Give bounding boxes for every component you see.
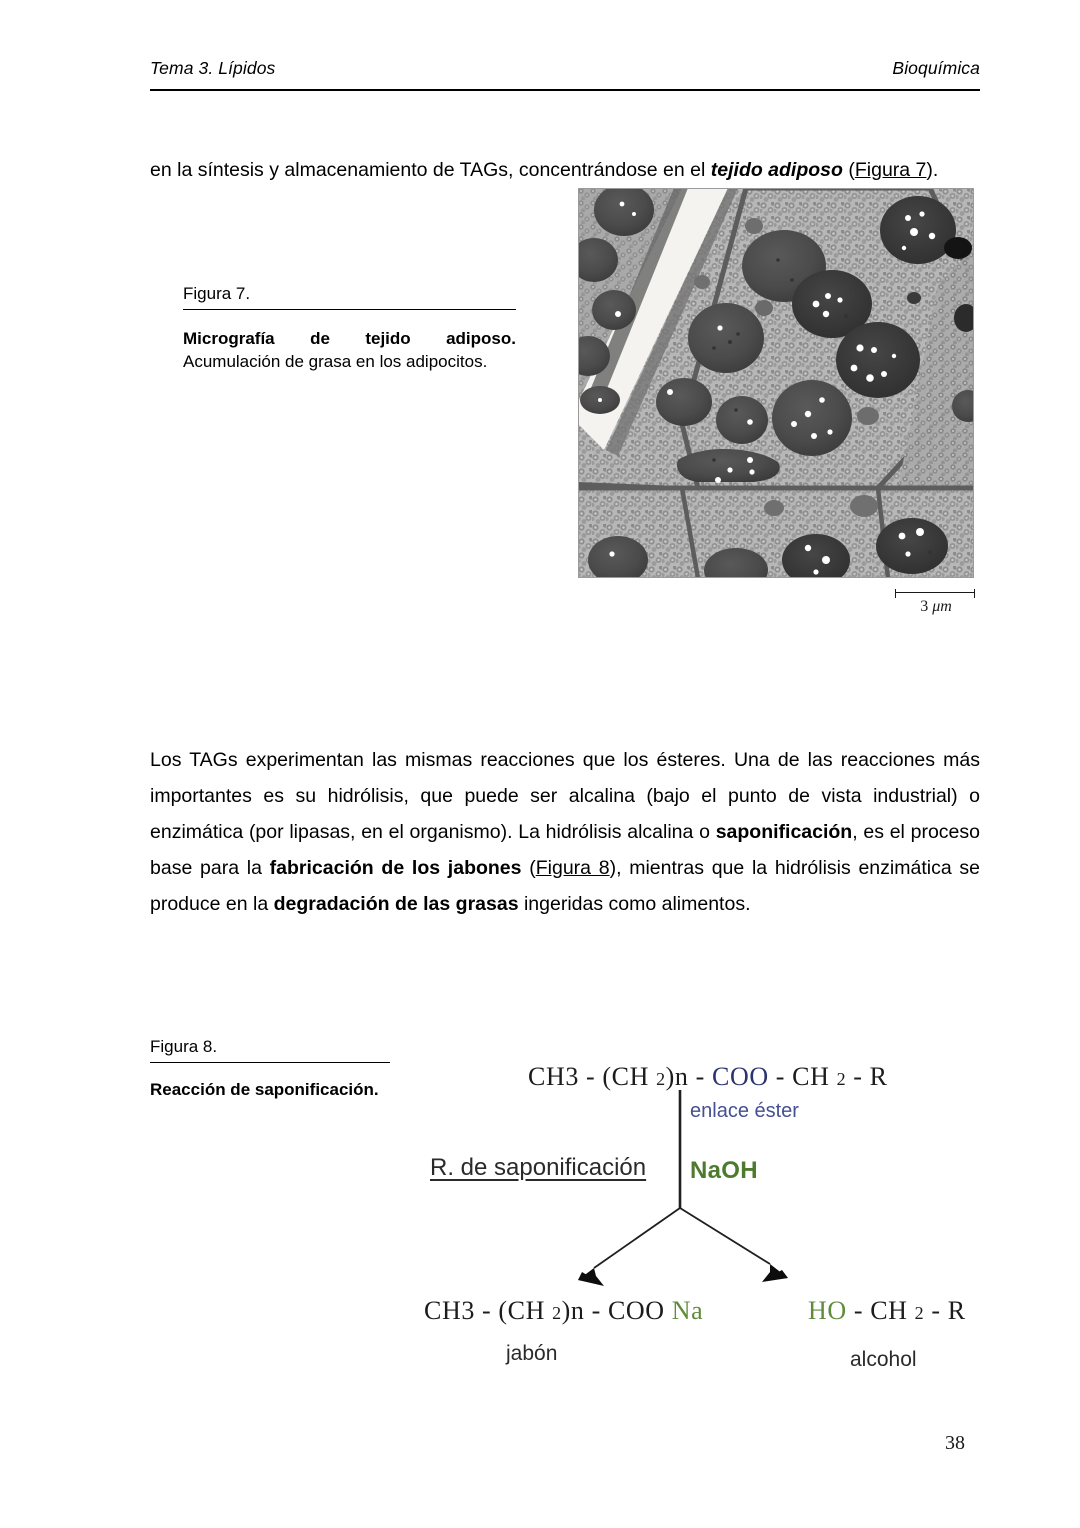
reactant-prefix: CH3 - (CH — [528, 1062, 657, 1091]
scale-bar-label — [895, 598, 977, 616]
reagent-naoh-label: NaOH — [690, 1157, 758, 1184]
figure7-subtitle: Acumulación de grasa en los adipocitos. — [183, 352, 488, 371]
arrow-left-shaft — [594, 1208, 680, 1268]
tags-text-2: , es el proceso base para la — [150, 820, 980, 879]
micrograph-scale-bar — [895, 589, 977, 623]
tags-emphasis-fabricacion-jabones: fabricación de los jabones — [269, 856, 522, 879]
paragraph-intro — [150, 152, 980, 188]
arrow-right-shaft — [680, 1208, 770, 1264]
figure7-title: Micrografía de tejido adiposo. — [183, 329, 516, 348]
micrograph-graphic — [578, 188, 974, 578]
scale-bar-line — [895, 592, 975, 593]
product-soap-label: jabón — [506, 1342, 558, 1365]
product-alcohol-formula — [808, 1296, 966, 1326]
scale-bar-unit: μm — [932, 598, 952, 615]
reactant-suffix-b: - R — [846, 1062, 888, 1091]
soap-subscript-1: 2 — [552, 1303, 562, 1323]
tags-emphasis-degradacion-grasas: degradación de las grasas — [273, 892, 519, 915]
running-head-right: Bioquímica — [892, 58, 980, 78]
intro-figure-reference[interactable]: Figura 7 — [854, 158, 927, 181]
alcohol-hydroxyl-group: HO — [808, 1296, 847, 1325]
paragraph-tags-reactions — [150, 742, 980, 922]
product-soap-formula — [424, 1296, 703, 1326]
intro-emphasis-tejido-adiposo: tejido adiposo — [710, 158, 843, 181]
tags-text-1: Los TAGs experimentan las mismas reacciones que los ésteres. Una de las reacciones más importantes es su hidrólisis, que puede ser alcalina (bajo el punto de vista industrial) o enzimática (por lipasas, en el organismo). La hidrólisis alcalina o — [150, 748, 980, 843]
figure8-title: Reacción de saponificación. — [150, 1080, 379, 1099]
reaction-name-label: R. de saponificación — [430, 1154, 647, 1181]
tags-figure-reference[interactable]: Figura 8 — [535, 856, 610, 879]
scale-bar-left-cap — [895, 589, 896, 598]
intro-text-3: ). — [926, 158, 939, 181]
alcohol-rest-a: - CH — [846, 1296, 915, 1325]
reactant-formula — [528, 1062, 888, 1092]
running-head-left: Tema 3. Lípidos — [150, 58, 276, 78]
tags-text-4: ), mientras que la hidrólisis enzimática se produce en la — [150, 856, 980, 915]
micrograph-adipose-tissue-image — [578, 188, 974, 578]
figure7-caption-divider — [183, 309, 516, 310]
reactant-subscript-2: 2 — [836, 1069, 847, 1089]
tags-emphasis-saponificacion: saponificación — [715, 820, 853, 843]
intro-text-1: en la síntesis y almacenamiento de TAGs, concentrándose en el — [150, 158, 711, 181]
saponification-diagram — [418, 1050, 998, 1385]
page-number: 38 — [945, 1432, 965, 1454]
alcohol-rest-b: - R — [924, 1296, 966, 1325]
ester-group-coo: COO — [712, 1062, 769, 1091]
figure8-caption — [150, 1036, 390, 1101]
scale-bar-value: 3 — [920, 598, 929, 615]
scale-bar-right-cap — [974, 589, 975, 598]
ester-bond-label: enlace éster — [690, 1100, 799, 1122]
header-divider — [150, 89, 980, 91]
figure8-caption-divider — [150, 1062, 390, 1063]
reactant-mid: )n - — [665, 1062, 712, 1091]
figure8-number: Figura 8. — [150, 1037, 218, 1056]
tags-text-3: ( — [521, 856, 536, 879]
product-alcohol-label: alcohol — [850, 1348, 917, 1371]
figure7-number: Figura 7. — [183, 284, 251, 303]
reactant-suffix-a: - CH — [768, 1062, 837, 1091]
alcohol-subscript-1: 2 — [914, 1303, 925, 1323]
figure7-caption — [183, 283, 516, 373]
reactant-subscript-1: 2 — [656, 1069, 666, 1089]
intro-text-2: ( — [842, 158, 855, 181]
tags-text-5: ingeridas como alimentos. — [518, 892, 751, 915]
running-head — [150, 58, 980, 79]
soap-cation-na: Na — [671, 1296, 704, 1325]
soap-mid: )n - COO — [561, 1296, 672, 1325]
soap-prefix: CH3 - (CH — [424, 1296, 553, 1325]
